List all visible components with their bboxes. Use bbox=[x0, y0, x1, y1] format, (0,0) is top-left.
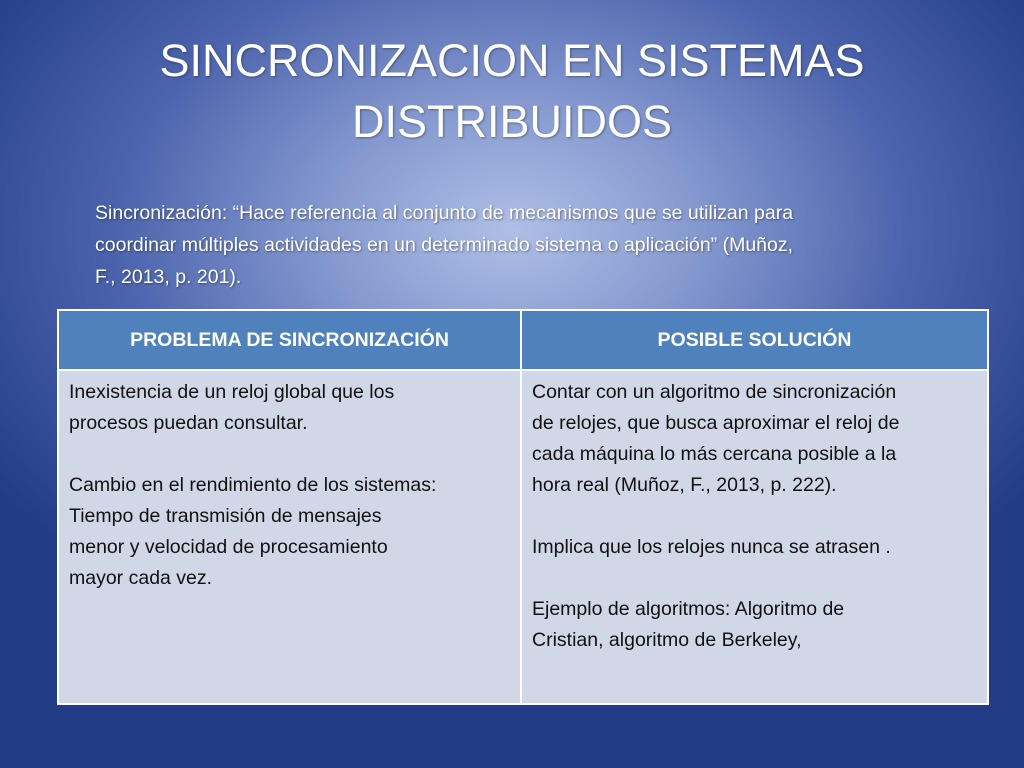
solution-paragraph-2 bbox=[532, 532, 977, 563]
problem-paragraph-2 bbox=[69, 470, 510, 594]
solution-line: Implica que los relojes nunca se atrasen . bbox=[532, 536, 891, 558]
comparison-table bbox=[57, 309, 989, 705]
solution-paragraph-1 bbox=[532, 377, 977, 501]
solution-paragraph-3 bbox=[532, 594, 977, 656]
problem-cell bbox=[58, 370, 521, 704]
table-row bbox=[58, 370, 988, 704]
solution-line: Ejemplo de algoritmos: Algoritmo de bbox=[532, 598, 845, 620]
problem-line: menor y velocidad de procesamiento bbox=[69, 536, 388, 558]
problem-line: Inexistencia de un reloj global que los bbox=[69, 381, 395, 403]
solution-line: cada máquina lo más cercana posible a la bbox=[532, 443, 897, 465]
header-solution: POSIBLE SOLUCIÓN bbox=[521, 310, 988, 370]
problem-line: Cambio en el rendimiento de los sistemas: bbox=[69, 474, 437, 496]
slide-title bbox=[40, 30, 984, 152]
solution-cell bbox=[521, 370, 988, 704]
table-header-row bbox=[58, 310, 988, 370]
solution-line: hora real (Muñoz, F., 2013, p. 222). bbox=[532, 474, 837, 496]
problem-line: mayor cada vez. bbox=[69, 567, 213, 589]
problem-line: procesos puedan consultar. bbox=[69, 412, 308, 434]
title-line-1: SINCRONIZACION EN SISTEMAS bbox=[159, 35, 865, 86]
solution-line: Cristian, algoritmo de Berkeley, bbox=[532, 629, 802, 651]
definition-line-2: coordinar múltiples actividades en un determinado sistema o aplicación” (Muñoz, bbox=[95, 234, 794, 256]
solution-line: Contar con un algoritmo de sincronización bbox=[532, 381, 897, 403]
title-line-2: DISTRIBUIDOS bbox=[351, 96, 673, 147]
header-problem: PROBLEMA DE SINCRONIZACIÓN bbox=[58, 310, 521, 370]
problem-line: Tiempo de transmisión de mensajes bbox=[69, 505, 382, 527]
problem-paragraph-1 bbox=[69, 377, 510, 439]
definition-line-1: Sincronización: “Hace referencia al conjunto de mecanismos que se utilizan para bbox=[95, 202, 794, 224]
definition-line-3: F., 2013, p. 201). bbox=[95, 266, 242, 288]
solution-line: de relojes, que busca aproximar el reloj de bbox=[532, 412, 900, 434]
definition-text bbox=[95, 197, 975, 293]
